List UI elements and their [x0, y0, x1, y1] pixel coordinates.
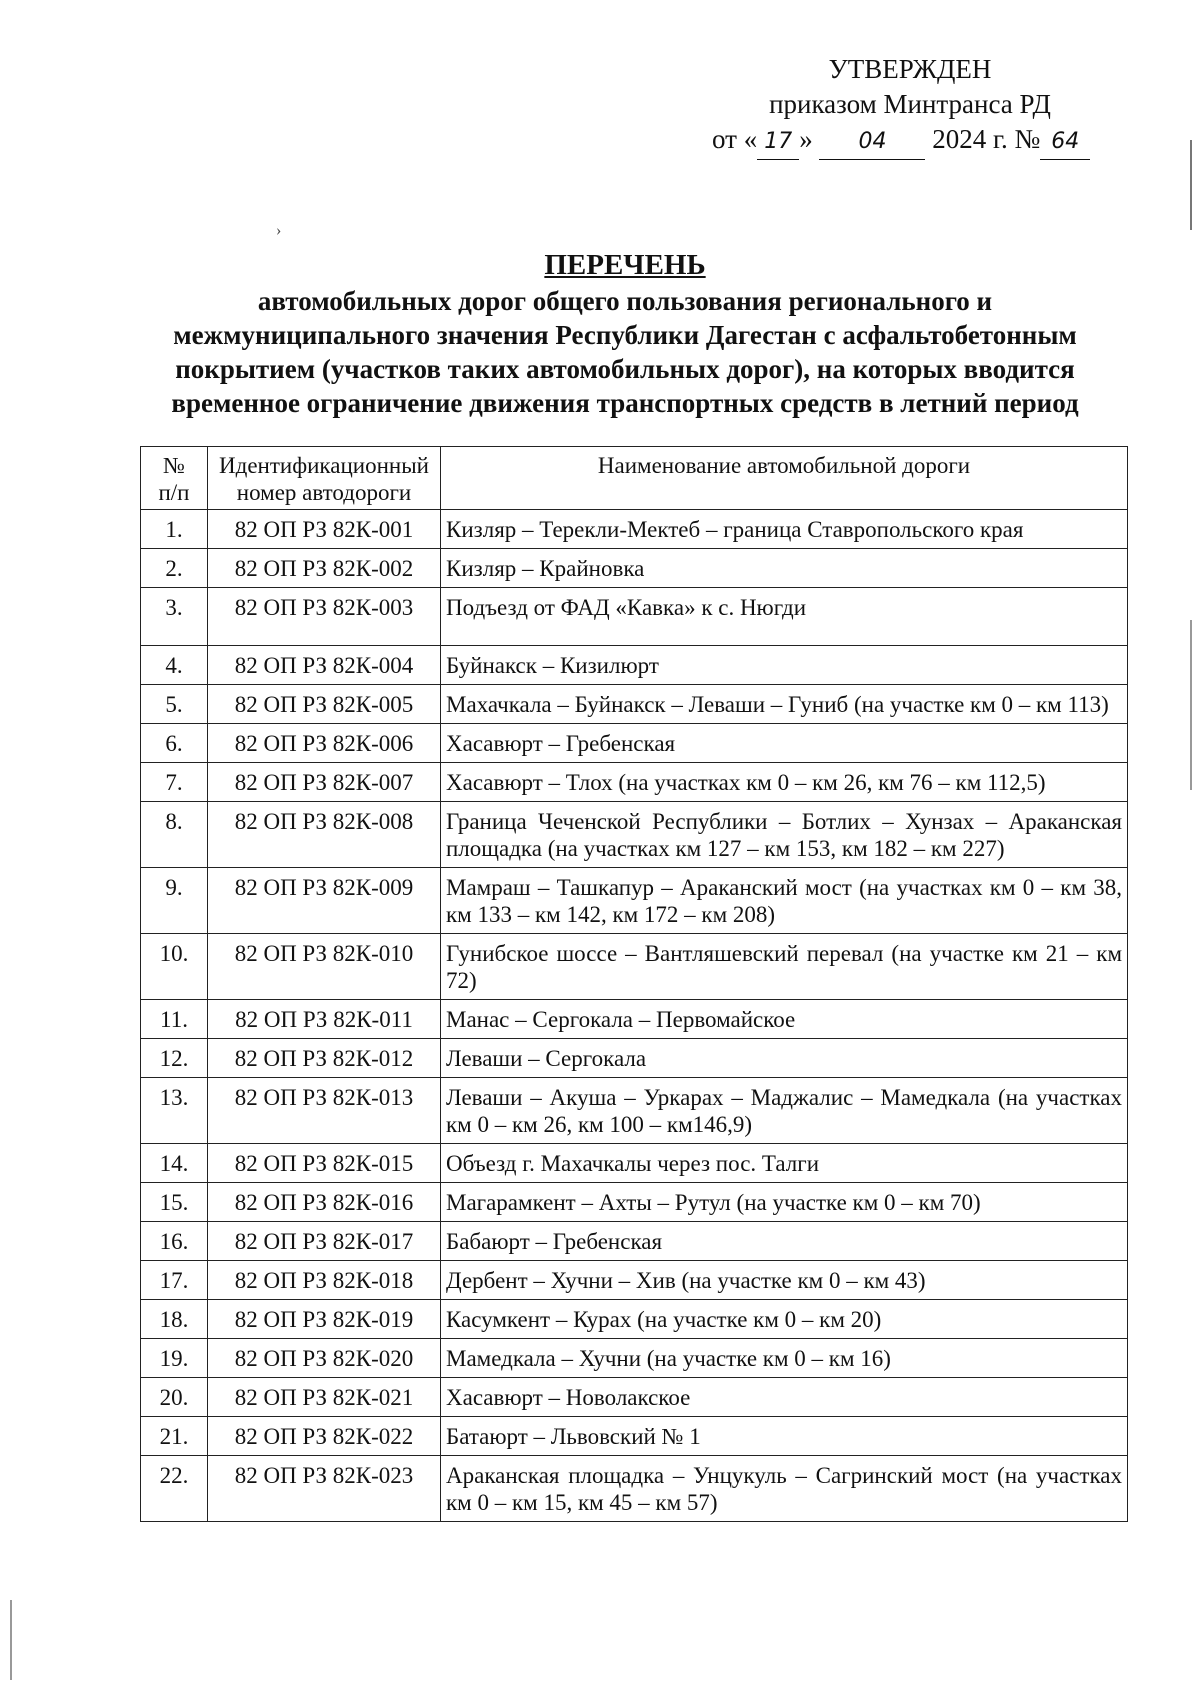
- row-road-name: Махачкала – Буйнакск – Леваши – Гуниб (на участке км 0 – км 113): [441, 685, 1128, 724]
- table-row: [141, 868, 1128, 934]
- row-road-name: Араканская площадка – Унцукуль – Сагринский мост (на участках км 0 – км 15, км 45 – км 57): [441, 1456, 1128, 1522]
- table-row: [141, 510, 1128, 549]
- row-road-id: 82 ОП РЗ 82К-012: [208, 1039, 441, 1078]
- scan-edge-mark: [1190, 140, 1192, 230]
- table-row: [141, 1300, 1128, 1339]
- row-number: 8.: [141, 802, 208, 868]
- title-main: ПЕРЕЧЕНЬ: [544, 249, 706, 281]
- row-road-name: Леваши – Акуша – Уркарах – Маджалис – Мамедкала (на участках км 0 – км 26, км 100 – км146,9): [441, 1078, 1128, 1144]
- row-road-id: 82 ОП РЗ 82К-004: [208, 646, 441, 685]
- approval-title: УТВЕРЖДЕН: [828, 54, 992, 84]
- row-road-name: Хасавюрт – Гребенская: [441, 724, 1128, 763]
- row-road-name: Хасавюрт – Тлох (на участках км 0 – км 26, км 76 – км 112,5): [441, 763, 1128, 802]
- table-row: [141, 685, 1128, 724]
- row-number: 2.: [141, 549, 208, 588]
- row-road-name: Мамедкала – Хучни (на участке км 0 – км 16): [441, 1339, 1128, 1378]
- row-road-id: 82 ОП РЗ 82К-008: [208, 802, 441, 868]
- table-row: [141, 1078, 1128, 1144]
- row-road-name: Кизляр – Крайновка: [441, 549, 1128, 588]
- table-row: [141, 646, 1128, 685]
- table-row: [141, 1183, 1128, 1222]
- row-road-id: 82 ОП РЗ 82К-009: [208, 868, 441, 934]
- table-row: [141, 588, 1128, 646]
- table-header-row: [141, 447, 1128, 510]
- row-road-id: 82 ОП РЗ 82К-020: [208, 1339, 441, 1378]
- table-row: [141, 1039, 1128, 1078]
- row-number: 18.: [141, 1300, 208, 1339]
- table-row: [141, 724, 1128, 763]
- row-road-name: Хасавюрт – Новолакское: [441, 1378, 1128, 1417]
- row-number: 7.: [141, 763, 208, 802]
- row-number: 19.: [141, 1339, 208, 1378]
- row-road-id: 82 ОП РЗ 82К-010: [208, 934, 441, 1000]
- approval-order-line: приказом Минтранса РД: [769, 89, 1051, 119]
- row-number: 10.: [141, 934, 208, 1000]
- table-row: [141, 763, 1128, 802]
- approval-month: 04: [819, 124, 925, 160]
- row-road-id: 82 ОП РЗ 82К-001: [208, 510, 441, 549]
- header-name: Наименование автомобильной дороги: [441, 447, 1128, 510]
- row-road-id: 82 ОП РЗ 82К-016: [208, 1183, 441, 1222]
- row-number: 4.: [141, 646, 208, 685]
- table-row: [141, 1378, 1128, 1417]
- approval-number: 64: [1040, 124, 1090, 160]
- row-road-id: 82 ОП РЗ 82К-019: [208, 1300, 441, 1339]
- document-title: [130, 248, 1120, 420]
- row-number: 17.: [141, 1261, 208, 1300]
- row-road-id: 82 ОП РЗ 82К-005: [208, 685, 441, 724]
- row-road-id: 82 ОП РЗ 82К-011: [208, 1000, 441, 1039]
- row-road-id: 82 ОП РЗ 82К-015: [208, 1144, 441, 1183]
- table-row: [141, 549, 1128, 588]
- row-road-name: Гунибское шоссе – Вантляшевский перевал (на участке км 21 – км 72): [441, 934, 1128, 1000]
- title-line: временное ограничение движения транспортных средств в летний период: [171, 388, 1079, 418]
- row-road-id: 82 ОП РЗ 82К-023: [208, 1456, 441, 1522]
- row-road-name: Леваши – Сергокала: [441, 1039, 1128, 1078]
- row-road-id: 82 ОП РЗ 82К-018: [208, 1261, 441, 1300]
- row-road-name: Мамраш – Ташкапур – Араканский мост (на участках км 0 – км 38, км 133 – км 142, км 172 – км 208): [441, 868, 1128, 934]
- table-row: [141, 1339, 1128, 1378]
- table-row: [141, 1417, 1128, 1456]
- row-road-name: Объезд г. Махачкалы через пос. Талги: [441, 1144, 1128, 1183]
- row-road-id: 82 ОП РЗ 82К-013: [208, 1078, 441, 1144]
- table-row: [141, 1261, 1128, 1300]
- row-road-id: 82 ОП РЗ 82К-002: [208, 549, 441, 588]
- row-road-name: Буйнакск – Кизилюрт: [441, 646, 1128, 685]
- title-line: автомобильных дорог общего пользования регионального и: [257, 286, 993, 316]
- row-number: 16.: [141, 1222, 208, 1261]
- row-road-id: 82 ОП РЗ 82К-006: [208, 724, 441, 763]
- row-road-id: 82 ОП РЗ 82К-007: [208, 763, 441, 802]
- row-number: 22.: [141, 1456, 208, 1522]
- header-id: Идентификационный номер автодороги: [208, 447, 441, 510]
- title-line: покрытием (участков таких автомобильных дорог), на которых вводится: [175, 354, 1075, 384]
- scan-edge-mark: [1190, 620, 1192, 790]
- row-road-name: Граница Чеченской Республики – Ботлих – Хунзах – Араканская площадка (на участках км 127 – км 153, км 182 – км 227): [441, 802, 1128, 868]
- table-row: [141, 1144, 1128, 1183]
- approval-stamp-block: [700, 52, 1120, 160]
- approval-day: 17: [757, 124, 799, 160]
- approval-date-line: от « 17 » 04 2024 г. № 64: [700, 122, 1120, 160]
- row-road-name: Подъезд от ФАД «Кавка» к с. Нюгди: [441, 588, 1128, 646]
- row-number: 11.: [141, 1000, 208, 1039]
- row-number: 1.: [141, 510, 208, 549]
- table-row: [141, 802, 1128, 868]
- row-road-name: Манас – Сергокала – Первомайское: [441, 1000, 1128, 1039]
- scan-speck: ›: [276, 222, 282, 239]
- row-number: 21.: [141, 1417, 208, 1456]
- row-road-id: 82 ОП РЗ 82К-021: [208, 1378, 441, 1417]
- row-road-name: Магарамкент – Ахты – Рутул (на участке км 0 – км 70): [441, 1183, 1128, 1222]
- row-number: 3.: [141, 588, 208, 646]
- row-road-name: Касумкент – Курах (на участке км 0 – км 20): [441, 1300, 1128, 1339]
- row-number: 15.: [141, 1183, 208, 1222]
- row-number: 12.: [141, 1039, 208, 1078]
- row-number: 6.: [141, 724, 208, 763]
- row-number: 5.: [141, 685, 208, 724]
- row-number: 13.: [141, 1078, 208, 1144]
- title-line: межмуниципального значения Республики Дагестан с асфальтобетонным: [173, 320, 1077, 350]
- row-number: 14.: [141, 1144, 208, 1183]
- table-row: [141, 1222, 1128, 1261]
- table-row: [141, 1456, 1128, 1522]
- scan-edge-mark: [10, 1600, 12, 1680]
- row-road-name: Дербент – Хучни – Хив (на участке км 0 – км 43): [441, 1261, 1128, 1300]
- row-road-name: Кизляр – Терекли-Мектеб – граница Ставропольского края: [441, 510, 1128, 549]
- row-road-name: Бабаюрт – Гребенская: [441, 1222, 1128, 1261]
- roads-table: [140, 446, 1128, 1522]
- row-road-name: Батаюрт – Львовский № 1: [441, 1417, 1128, 1456]
- row-road-id: 82 ОП РЗ 82К-017: [208, 1222, 441, 1261]
- row-road-id: 82 ОП РЗ 82К-022: [208, 1417, 441, 1456]
- table-row: [141, 934, 1128, 1000]
- table-row: [141, 1000, 1128, 1039]
- row-road-id: 82 ОП РЗ 82К-003: [208, 588, 441, 646]
- header-num: № п/п: [141, 447, 208, 510]
- row-number: 9.: [141, 868, 208, 934]
- row-number: 20.: [141, 1378, 208, 1417]
